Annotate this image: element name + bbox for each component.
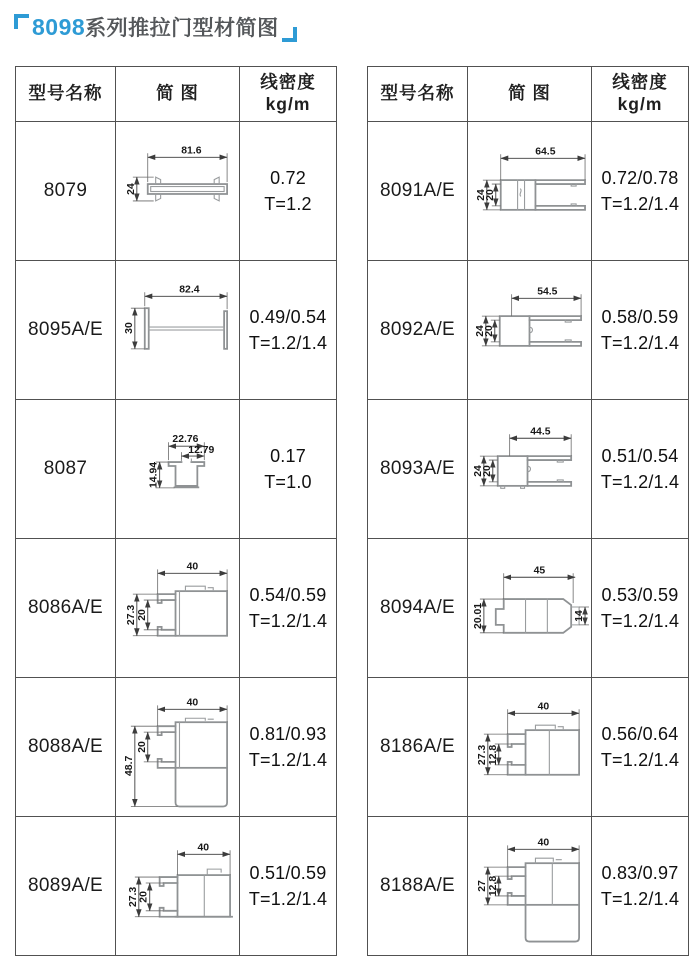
dim-label: 20 xyxy=(481,464,493,477)
dim-label: 40 xyxy=(537,836,550,848)
header-density xyxy=(240,67,337,122)
dim-label: 27 xyxy=(476,879,488,892)
diagram-cell xyxy=(116,122,240,261)
density-cell xyxy=(240,122,337,261)
profile-diagram-8188 xyxy=(468,817,591,956)
left-spec-table xyxy=(15,66,337,956)
profile-diagram-8095 xyxy=(116,261,239,400)
diagram-cell xyxy=(468,261,592,400)
dim-label: 40 xyxy=(186,696,199,708)
header-density xyxy=(592,67,689,122)
header-model: 型号名称 xyxy=(16,67,116,122)
profile-outline xyxy=(158,718,227,806)
dimension-lines xyxy=(126,145,227,201)
thickness-value: T=1.0 xyxy=(264,472,312,492)
profile-diagram-8079 xyxy=(116,122,239,261)
profile-diagram-8186 xyxy=(468,678,591,817)
profile-diagram-8092 xyxy=(468,261,591,400)
dim-label: 20 xyxy=(136,740,148,753)
header-density-line2: kg/m xyxy=(617,94,663,114)
profile-diagram-8094 xyxy=(468,539,591,678)
dim-label: 40 xyxy=(197,841,210,853)
profile-outline xyxy=(169,459,205,487)
density-value: 0.72 xyxy=(270,167,306,188)
header-density-line2: kg/m xyxy=(265,94,311,114)
dimension-lines xyxy=(126,561,227,635)
dim-label: 40 xyxy=(186,560,199,572)
header-density-line1: 线密度 xyxy=(612,72,668,93)
series-number: 8098 xyxy=(32,14,86,40)
density-cell xyxy=(240,678,337,817)
dim-label: 48.7 xyxy=(123,755,135,776)
density-value: 0.56/0.64 xyxy=(601,723,679,744)
model-cell: 8094A/E xyxy=(368,539,468,678)
profile-outline xyxy=(508,858,579,941)
diagram-cell xyxy=(116,539,240,678)
dim-label: 12.79 xyxy=(188,444,215,456)
density-cell xyxy=(592,817,689,956)
profile-outline xyxy=(500,316,581,346)
dimension-lines xyxy=(128,842,230,916)
thickness-value: T=1.2/1.4 xyxy=(600,472,680,492)
dim-label: 24 xyxy=(474,324,486,337)
header-model: 型号名称 xyxy=(368,67,468,122)
density-value: 0.54/0.59 xyxy=(249,584,327,605)
thickness-value: T=1.2/1.4 xyxy=(248,750,328,770)
dim-label: 12.8 xyxy=(487,744,499,765)
diagram-cell xyxy=(468,678,592,817)
dimension-lines xyxy=(477,701,579,774)
profile-diagram-8091 xyxy=(468,122,591,261)
right-spec-table xyxy=(367,66,689,956)
page-title xyxy=(14,13,297,43)
dim-label: 24 xyxy=(472,464,484,477)
density-cell xyxy=(240,400,337,539)
density-cell xyxy=(240,261,337,400)
thickness-value: T=1.2/1.4 xyxy=(600,611,680,631)
model-cell: 8086A/E xyxy=(16,539,116,678)
diagram-cell xyxy=(116,261,240,400)
thickness-value: T=1.2/1.4 xyxy=(600,194,680,214)
title-bracket-right-icon xyxy=(282,27,297,42)
header-density-line1: 线密度 xyxy=(260,72,316,93)
profile-outline xyxy=(508,725,579,775)
model-cell: 8093A/E xyxy=(368,400,468,539)
dim-label: 27.3 xyxy=(127,886,139,907)
density-cell xyxy=(592,122,689,261)
thickness-value: T=1.2/1.4 xyxy=(600,333,680,353)
dim-label: 20 xyxy=(136,608,148,621)
dim-label: 12.8 xyxy=(487,875,499,896)
dimension-lines xyxy=(477,837,579,905)
model-cell: 8087 xyxy=(16,400,116,539)
diagram-cell xyxy=(116,400,240,539)
model-cell: 8089A/E xyxy=(16,817,116,956)
dim-label: 24 xyxy=(125,182,137,195)
dim-label: 40 xyxy=(537,700,550,712)
dim-label: 82.4 xyxy=(179,283,200,295)
density-value: 0.81/0.93 xyxy=(249,723,327,744)
profile-diagram-8086 xyxy=(116,539,239,678)
dim-label: 45 xyxy=(533,564,546,576)
diagram-cell xyxy=(116,817,240,956)
profile-diagram-8089 xyxy=(116,817,239,956)
density-value: 0.53/0.59 xyxy=(601,584,679,605)
profile-outline xyxy=(145,308,227,349)
dim-label: 81.6 xyxy=(181,144,202,156)
density-value: 0.58/0.59 xyxy=(601,306,679,327)
thickness-value: T=1.2/1.4 xyxy=(600,750,680,770)
thickness-value: T=1.2/1.4 xyxy=(248,333,328,353)
density-value: 0.72/0.78 xyxy=(601,167,679,188)
dim-label: 22.76 xyxy=(172,433,199,445)
model-cell: 8079 xyxy=(16,122,116,261)
model-cell: 8091A/E xyxy=(368,122,468,261)
profile-outline xyxy=(498,456,571,488)
thickness-value: T=1.2/1.4 xyxy=(248,611,328,631)
model-cell: 8186A/E xyxy=(368,678,468,817)
dim-label: 27.3 xyxy=(476,744,488,765)
profile-outline xyxy=(501,180,585,210)
dim-label: 24 xyxy=(475,188,487,201)
density-value: 0.51/0.54 xyxy=(601,445,679,466)
density-value: 0.51/0.59 xyxy=(249,862,327,883)
density-cell xyxy=(592,678,689,817)
model-cell: 8088A/E xyxy=(16,678,116,817)
dimension-lines xyxy=(476,146,585,210)
diagram-cell xyxy=(468,539,592,678)
header-diagram: 简 图 xyxy=(116,67,240,122)
title-bracket-left-icon xyxy=(14,14,29,29)
diagram-cell xyxy=(468,400,592,539)
page-title-text xyxy=(32,13,279,43)
model-cell: 8188A/E xyxy=(368,817,468,956)
density-cell xyxy=(592,261,689,400)
model-cell: 8095A/E xyxy=(16,261,116,400)
density-cell xyxy=(240,539,337,678)
dim-label: 20.01 xyxy=(472,602,484,629)
dim-label: 64.5 xyxy=(535,145,556,157)
model-cell: 8092A/E xyxy=(368,261,468,400)
density-value: 0.83/0.97 xyxy=(601,862,679,883)
series-title: 系列推拉门型材简图 xyxy=(85,17,279,40)
diagram-cell xyxy=(468,817,592,956)
dim-label: 30 xyxy=(123,321,135,334)
dim-label: 20 xyxy=(484,188,496,201)
profile-diagram-8093 xyxy=(468,400,591,539)
profile-outline xyxy=(496,599,579,633)
dim-label: 27.3 xyxy=(125,604,137,625)
profile-outline xyxy=(148,177,227,201)
dim-label: 14 xyxy=(574,609,586,622)
density-value: 0.49/0.54 xyxy=(249,306,327,327)
diagram-cell xyxy=(116,678,240,817)
spec-tables xyxy=(15,66,689,956)
dim-label: 14.94 xyxy=(148,461,160,488)
thickness-value: T=1.2/1.4 xyxy=(600,889,680,909)
profile-diagram-8087 xyxy=(116,400,239,539)
dim-label: 20 xyxy=(138,890,150,903)
dim-label: 54.5 xyxy=(537,285,558,297)
density-cell xyxy=(592,400,689,539)
density-value: 0.17 xyxy=(270,445,306,466)
profile-diagram-8088 xyxy=(116,678,239,817)
dimension-lines xyxy=(124,284,227,349)
density-cell xyxy=(592,539,689,678)
dim-label: 20 xyxy=(483,324,495,337)
header-diagram: 简 图 xyxy=(468,67,592,122)
profile-outline xyxy=(160,869,232,917)
dim-label: 44.5 xyxy=(530,425,551,437)
density-cell xyxy=(240,817,337,956)
diagram-cell xyxy=(468,122,592,261)
thickness-value: T=1.2 xyxy=(264,194,312,214)
profile-outline xyxy=(158,586,227,636)
thickness-value: T=1.2/1.4 xyxy=(248,889,328,909)
